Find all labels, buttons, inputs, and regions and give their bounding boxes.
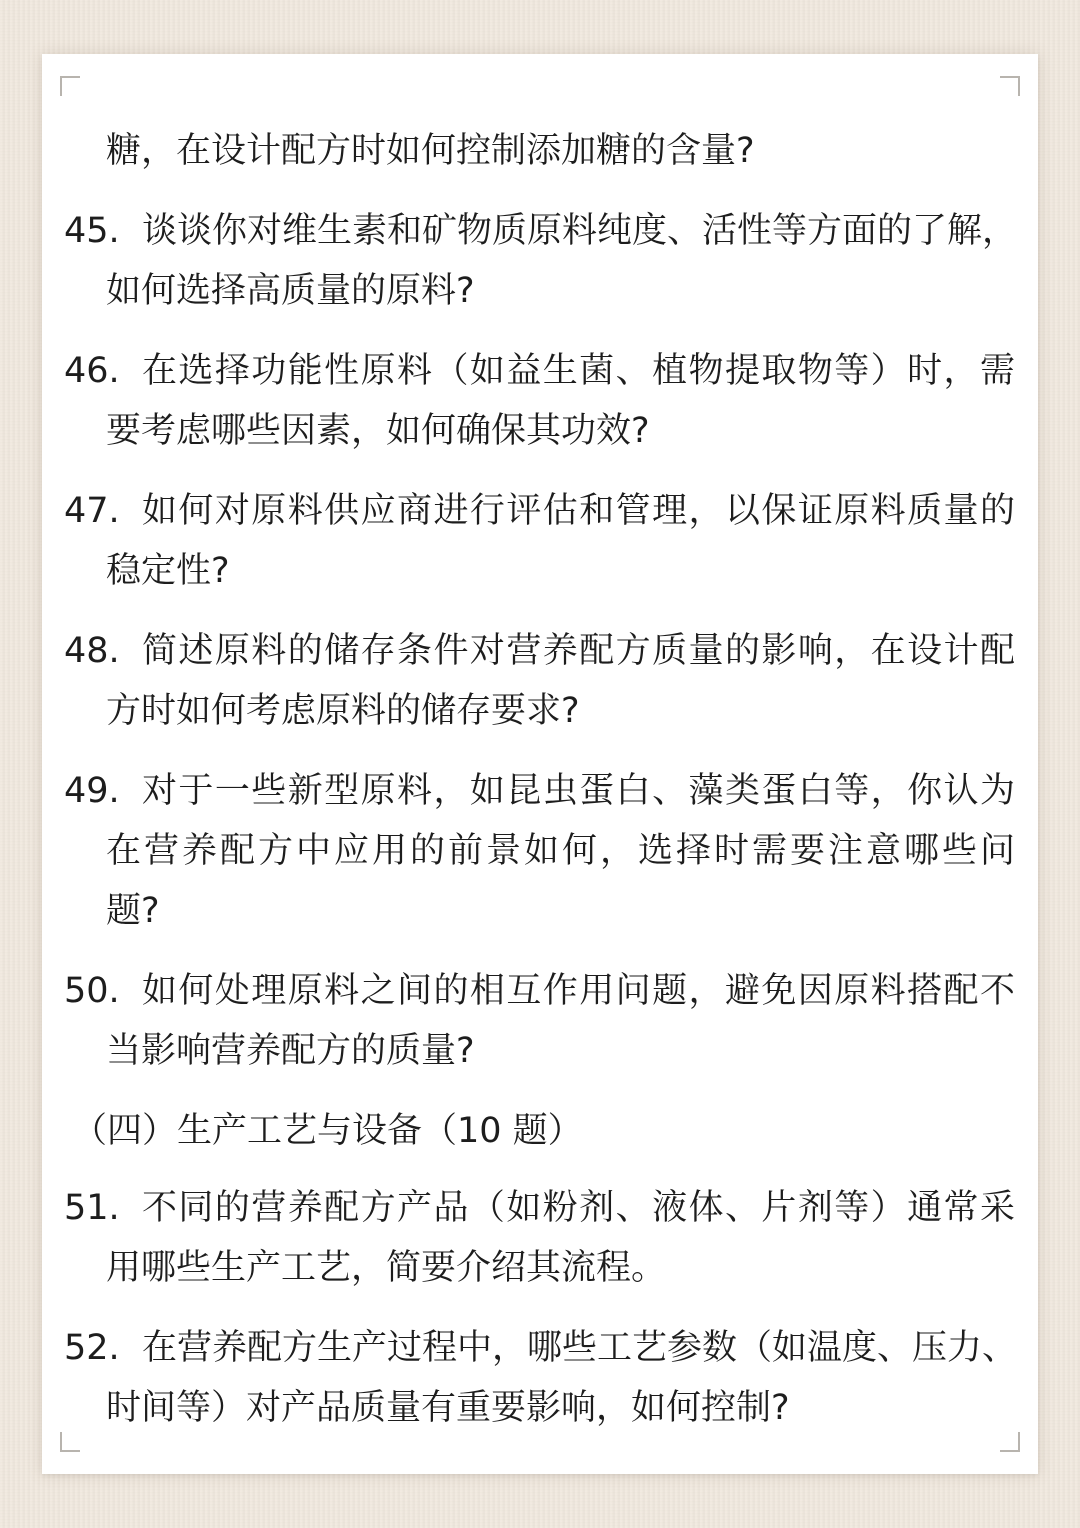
question-47-line1: 如何对原料供应商进行评估和管理，以保证原料质量的 — [142, 491, 1015, 531]
section-heading: （四）生产工艺与设备（10 题） — [72, 1111, 583, 1151]
question-49-line3: 题? — [106, 891, 160, 931]
question-52-line1: 在营养配方生产过程中，哪些工艺参数（如温度、压力、 — [142, 1328, 1018, 1368]
question-48-number: 48. — [64, 631, 120, 671]
question-51-line1: 不同的营养配方产品（如粉剂、液体、片剂等）通常采 — [142, 1188, 1015, 1228]
question-49-line2: 在营养配方中应用的前景如何，选择时需要注意哪些问 — [106, 831, 1015, 871]
question-51-number: 51. — [64, 1188, 120, 1228]
question-card — [42, 54, 1038, 1474]
question-49-number: 49. — [64, 771, 120, 811]
question-50-line1: 如何处理原料之间的相互作用问题，避免因原料搭配不 — [142, 971, 1015, 1011]
question-52-number: 52. — [64, 1328, 120, 1368]
question-49-line1: 对于一些新型原料，如昆虫蛋白、藻类蛋白等，你认为 — [142, 771, 1015, 811]
question-list — [42, 54, 1038, 1474]
question-45-line1: 谈谈你对维生素和矿物质原料纯度、活性等方面的了解， — [142, 211, 1018, 251]
question-46-line2: 要考虑哪些因素，如何确保其功效? — [106, 411, 650, 451]
question-48-line2: 方时如何考虑原料的储存要求? — [106, 691, 580, 731]
question-47-line2: 稳定性? — [106, 551, 230, 591]
question-46-line1: 在选择功能性原料（如益生菌、植物提取物等）时，需 — [142, 351, 1015, 391]
question-45-number: 45. — [64, 211, 120, 251]
question-50-number: 50. — [64, 971, 120, 1011]
question-46-number: 46. — [64, 351, 120, 391]
question-44-tail: 糖，在设计配方时如何控制添加糖的含量? — [106, 131, 755, 171]
question-47-number: 47. — [64, 491, 120, 531]
question-52-line2: 时间等）对产品质量有重要影响，如何控制? — [106, 1388, 790, 1428]
question-51-line2: 用哪些生产工艺，简要介绍其流程。 — [106, 1248, 667, 1288]
question-48-line1: 简述原料的储存条件对营养配方质量的影响，在设计配 — [142, 631, 1015, 671]
question-45-line2: 如何选择高质量的原料? — [106, 271, 475, 311]
question-50-line2: 当影响营养配方的质量? — [106, 1031, 475, 1071]
